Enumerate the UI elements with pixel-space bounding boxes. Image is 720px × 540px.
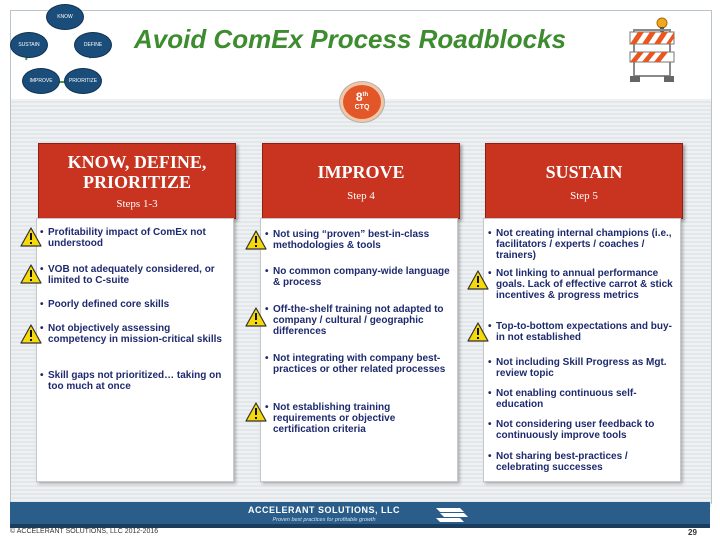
list-item: • Not creating internal champions (i.e., facilitators / experts / coaches / trainers) — [488, 228, 672, 261]
list-item: • No common company-wide language & process — [265, 266, 450, 288]
warning-icon — [467, 322, 489, 342]
cycle-node-define: DEFINE — [74, 32, 112, 58]
list-item: • Not enabling continuous self-education — [488, 388, 637, 410]
warning-icon — [245, 230, 267, 250]
cycle-node-improve: IMPROVE — [22, 68, 60, 94]
roadblock-barricade-icon — [626, 16, 678, 86]
footer-tagline: Proven best practices for profitable growth — [272, 517, 376, 523]
list-item: • Poorly defined core skills — [40, 299, 170, 310]
copyright: © ACCELERANT SOLUTIONS, LLC 2012-2016 — [10, 528, 159, 535]
list-item: • Not considering user feedback to continuously improve tools — [488, 419, 655, 441]
ctq-number: 8 — [355, 90, 363, 104]
warning-icon — [467, 270, 489, 290]
cycle-diagram — [8, 4, 112, 96]
column-header-improve — [262, 143, 460, 219]
cycle-node-prioritize: PRIORITIZE — [64, 68, 102, 94]
ctq-badge — [340, 82, 384, 122]
list-item: • Not integrating with company best-practices or other related processes — [265, 353, 446, 375]
list-item: • Not linking to annual performance goals. Lack of effective carrot & stick incentives & progress metrics — [488, 268, 673, 301]
list-item: • Not objectively assessing competency in mission-critical skills — [40, 323, 222, 345]
warning-icon — [245, 307, 267, 327]
list-item: • Not establishing training requirements or objective certification criteria — [265, 402, 396, 435]
column-body-improve — [260, 218, 458, 482]
list-item: • Skill gaps not prioritized… taking on too much at once — [40, 370, 222, 392]
list-item: • Off-the-shelf training not adapted to company / cultural / geographic differences — [265, 304, 444, 337]
list-item: • Not using “proven” best-in-class methodologies & tools — [265, 229, 430, 251]
column-heading: SUSTAIN — [545, 162, 623, 182]
cycle-node-know: KNOW — [46, 4, 84, 30]
warning-icon — [20, 227, 42, 247]
list-item: • Top-to-bottom expectations and buy-in not established — [488, 321, 672, 343]
cycle-node-sustain: SUSTAIN — [10, 32, 48, 58]
list-item: • Not sharing best-practices / celebrating successes — [488, 451, 628, 473]
page-title: Avoid ComEx Process Roadblocks — [133, 24, 567, 54]
column-steps: Steps 1-3 — [116, 198, 158, 210]
column-steps: Step 4 — [347, 190, 375, 202]
accelerant-logo-icon — [434, 504, 474, 524]
column-steps: Step 5 — [570, 190, 598, 202]
page-number: 29 — [688, 528, 697, 537]
ctq-suffix: th — [362, 92, 369, 98]
column-header-know-define — [38, 143, 236, 219]
footer-brand: ACCELERANT SOLUTIONS, LLC — [248, 505, 400, 515]
list-item: • VOB not adequately considered, or limited to C-suite — [40, 264, 215, 286]
column-heading-line2: PRIORITIZE — [82, 172, 192, 192]
warning-icon — [245, 402, 267, 422]
column-body-know-define — [36, 218, 234, 482]
column-header-sustain — [485, 143, 683, 219]
ctq-label: CTQ — [354, 104, 370, 111]
list-item: • Profitability impact of ComEx not understood — [40, 227, 206, 249]
list-item: • Not including Skill Progress as Mgt. review topic — [488, 357, 667, 379]
column-heading-line1: KNOW, DEFINE, — [67, 152, 207, 172]
warning-icon — [20, 324, 42, 344]
column-heading: IMPROVE — [317, 162, 405, 182]
warning-icon — [20, 264, 42, 284]
